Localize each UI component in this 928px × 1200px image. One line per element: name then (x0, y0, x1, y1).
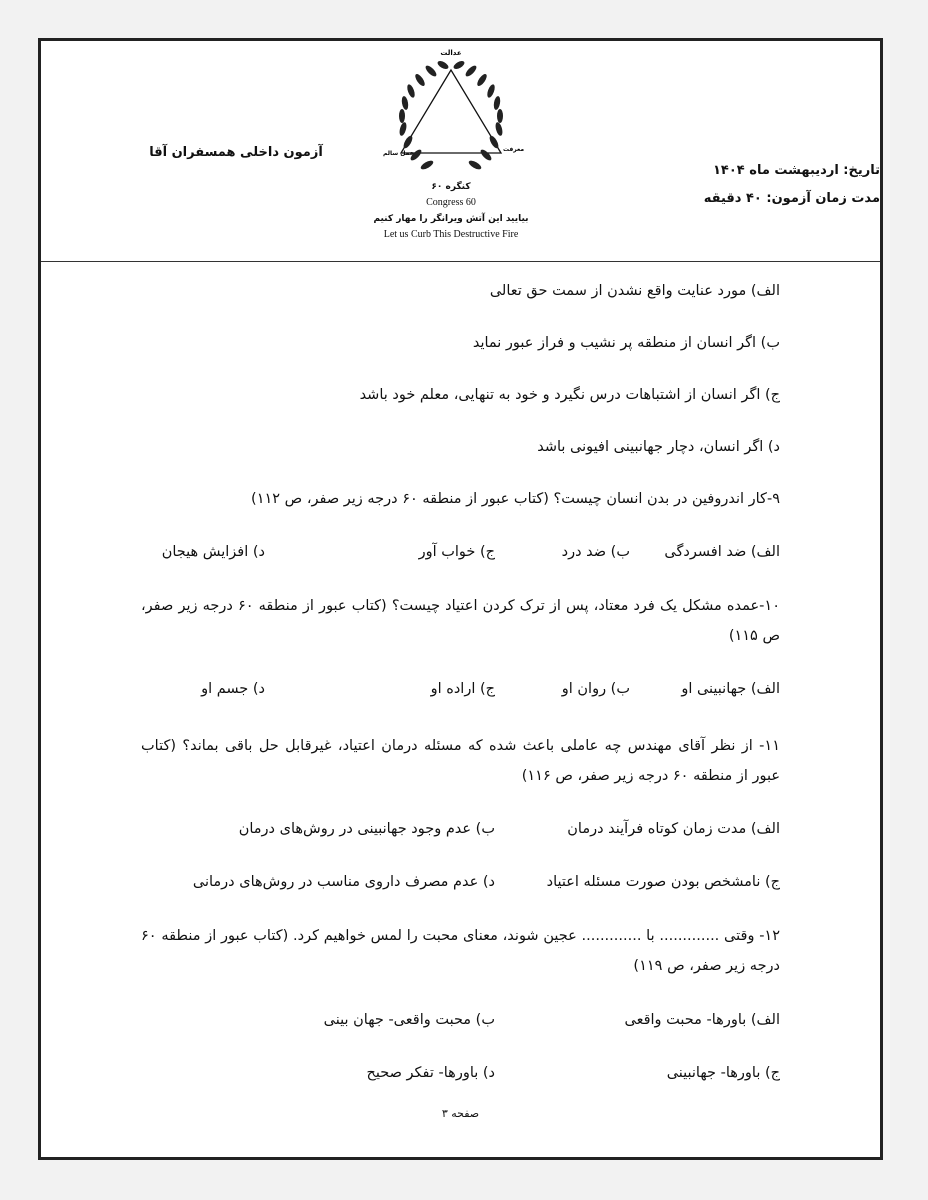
exam-date: تاریخ: اردیبهشت ماه ۱۴۰۴ (713, 163, 880, 178)
slogan-en: Let us Curb This Destructive Fire (383, 229, 519, 240)
q9-option-b: ب) ضد درد (561, 544, 630, 560)
q10-option-a: الف) جهانبینی او (681, 681, 780, 697)
congress-name-en: Congress 60 (426, 197, 476, 208)
q12-option-a: الف) باورها- محبت واقعی (624, 1012, 780, 1028)
logo-left-word: عمل سالم (383, 150, 414, 157)
q11-option-d: د) عدم مصرف داروی مناسب در روش‌های درمانی (192, 874, 495, 890)
option-d-prev: د) اگر انسان، دچار جهانبینی افیونی باشد (537, 439, 780, 455)
question-10: ۱۰-عمده مشکل یک فرد معتاد، پس از ترک کردن اعتیاد چیست؟ (کتاب عبور از منطقه ۶۰ درجه زیر صفر، ص ۱۱۵) (141, 598, 780, 644)
q11-option-b: ب) عدم وجود جهانبینی در روش‌های درمان (238, 821, 495, 837)
logo-right-word: معرفت (503, 146, 525, 153)
question-11: ۱۱- از نظر آقای مهندس چه عاملی باعث شده که مسئله درمان اعتیاد، غیرقابل حل باقی بماند؟ (کتاب عبور از منطقه ۶۰ درجه زیر صفر، ص ۱۱۶) (141, 738, 780, 784)
slogan-fa: بیایید این آتش ویرانگر را مهار کنیم (373, 214, 529, 224)
q9-option-a: الف) ضد افسردگی (664, 544, 780, 560)
q12-option-d: د) باورها- تفکر صحیح (366, 1065, 495, 1081)
q12-option-c: ج) باورها- جهانبینی (666, 1065, 780, 1081)
q9-option-c: ج) خواب آور (418, 544, 495, 560)
q9-option-d: د) افزایش هیجان (161, 544, 265, 560)
congress-60-logo (371, 45, 531, 180)
option-b-prev: ب) اگر انسان از منطقه پر نشیب و فراز عبور نماید (472, 335, 780, 351)
question-12: ۱۲- وقتی ............. با ............. عجین شوند، معنای محبت را لمس خواهیم کرد. (کتاب عبور از منطقه ۶۰ درجه زیر صفر، ص ۱۱۹) (141, 928, 780, 974)
option-a-prev: الف) مورد عنایت واقع نشدن از سمت حق تعالی (489, 283, 780, 299)
exam-duration: مدت زمان آزمون: ۴۰ دقیقه (703, 191, 880, 206)
logo-caption (341, 179, 561, 243)
congress-name-fa: کنگره ۶۰ (431, 182, 471, 192)
q10-option-c: ج) اراده او (430, 681, 495, 697)
q10-option-b: ب) روان او (561, 681, 630, 697)
q11-option-a: الف) مدت زمان کوتاه فرآیند درمان (567, 821, 780, 837)
page-header (41, 41, 880, 262)
q11-option-c: ج) نامشخص بودن صورت مسئله اعتیاد (546, 874, 780, 890)
option-c-prev: ج) اگر انسان از اشتباهات درس نگیرد و خود به تنهایی، معلم خود باشد (359, 387, 780, 403)
q10-option-d: د) جسم او (201, 681, 265, 697)
exam-page (38, 38, 883, 1160)
exam-title: آزمون داخلی همسفران آقا (149, 145, 323, 160)
q12-option-b: ب) محبت واقعی- جهان بینی (323, 1012, 495, 1028)
logo-top-word: عدالت (440, 49, 462, 57)
question-9: ۹-کار اندروفین در بدن انسان چیست؟ (کتاب عبور از منطقه ۶۰ درجه زیر صفر، ص ۱۱۲) (251, 491, 780, 507)
exam-info (660, 157, 880, 213)
page-number: صفحه ۳ (441, 1107, 480, 1120)
